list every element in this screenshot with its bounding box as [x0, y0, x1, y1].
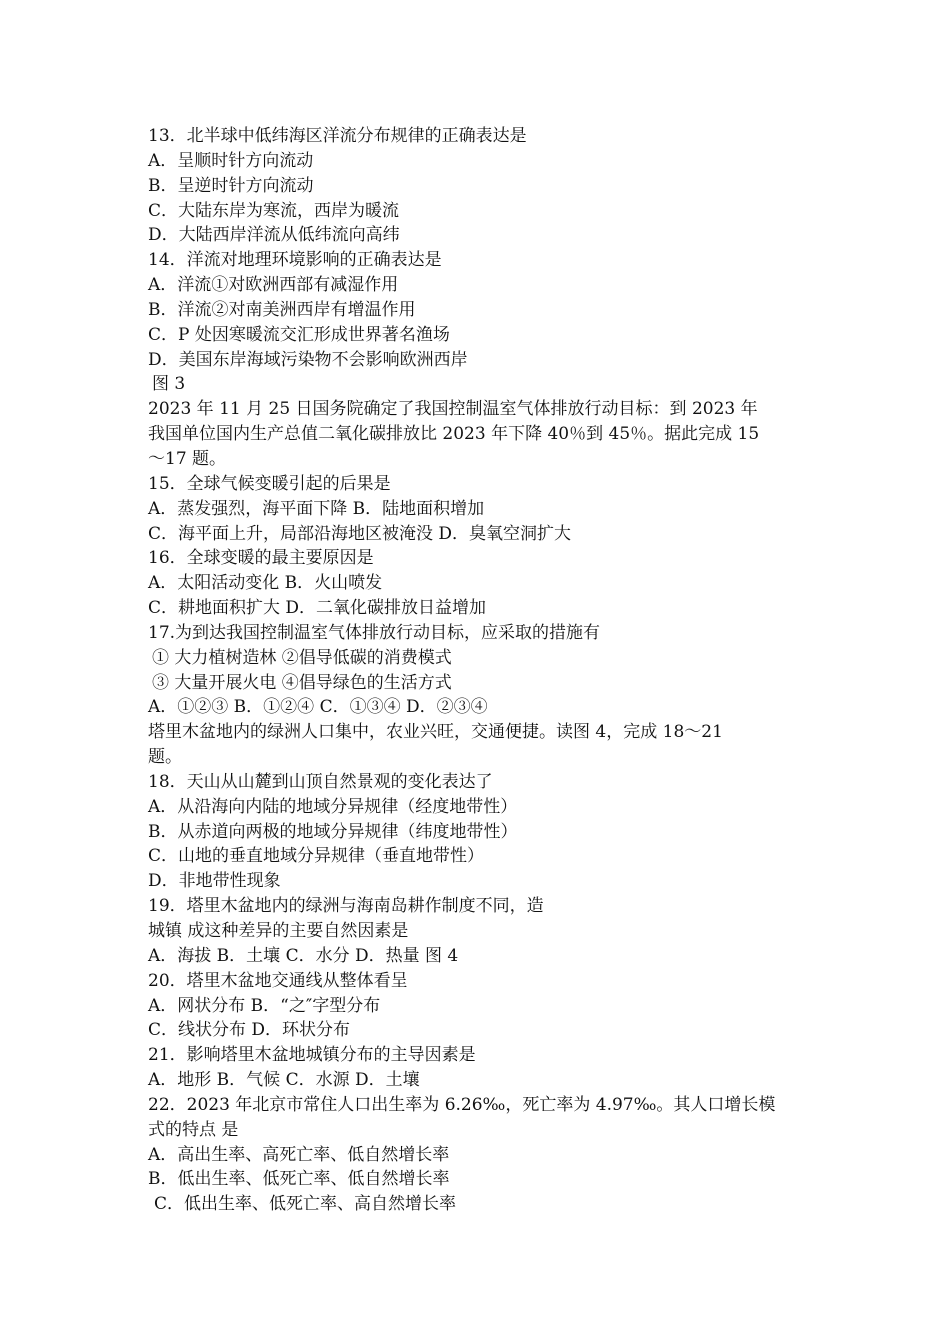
question-20-options-ab: A．网状分布 B．“之″字型分布 [148, 995, 381, 1016]
question-14-option-d: D．美国东岸海域污染物不会影响欧洲西岸 [148, 349, 468, 370]
figure-3-caption: 图 3 [152, 374, 186, 395]
question-14-stem: 14．洋流对地理环境影响的正确表达是 [148, 250, 442, 271]
question-13-option-a: A．呈顺时针方向流动 [148, 150, 314, 171]
question-17-measures-1-2: ① 大力植树造林 ②倡导低碳的消费模式 [152, 647, 452, 668]
question-16-stem: 16．全球变暖的最主要原因是 [148, 548, 374, 569]
question-15-options-cd: C．海平面上升，局部沿海地区被淹没 D．臭氧空洞扩大 [148, 523, 572, 544]
question-13-stem: 13．北半球中低纬海区洋流分布规律的正确表达是 [148, 126, 527, 146]
question-14-option-a: A．洋流①对欧洲西部有减湿作用 [148, 275, 399, 296]
question-14-option-b: B．洋流②对南美洲西岸有增温作用 [148, 299, 416, 320]
passage-18-21-line-1: 塔里木盆地内的绿洲人口集中，农业兴旺，交通便捷。读图 4，完成 18～21 [148, 722, 723, 743]
question-15-stem: 15．全球气候变暖引起的后果是 [148, 473, 391, 494]
question-13-option-d: D．大陆西岸洋流从低纬流向高纬 [148, 225, 400, 246]
question-21-options: A．地形 B．气候 C．水源 D．土壤 [148, 1070, 420, 1091]
question-20-stem: 20．塔里木盆地交通线从整体看呈 [148, 970, 408, 991]
question-18-option-c: C．山地的垂直地域分异规律（垂直地带性） [148, 846, 485, 867]
question-22-option-b: B．低出生率、低死亡率、低自然增长率 [148, 1169, 450, 1190]
question-21-stem: 21．影响塔里木盆地城镇分布的主导因素是 [148, 1045, 476, 1066]
question-22-stem-line-1: 22．2023 年北京市常住人口出生率为 6.26‰，死亡率为 4.97‰。其人口增长模 [148, 1094, 776, 1115]
question-13-option-c: C．大陆东岸为寒流，西岸为暖流 [148, 200, 400, 221]
exam-document [148, 124, 828, 1217]
question-20-options-cd: C．线状分布 D．环状分布 [148, 1020, 351, 1041]
question-18-option-b: B．从赤道向两极的地域分异规律（纬度地带性） [148, 821, 518, 842]
passage-15-17-line-2: 我国单位国内生产总值二氧化碳排放比 2023 年下降 40％到 45％。据此完成 15 [148, 424, 760, 445]
question-13-option-b: B．呈逆时针方向流动 [148, 175, 314, 196]
question-17-options: A．①②③ B．①②④ C．①③④ D．②③④ [148, 697, 488, 718]
passage-15-17-line-1: 2023 年 11 月 25 日国务院确定了我国控制温室气体排放行动目标：到 2023 年 [148, 399, 758, 420]
question-17-stem: 17.为到达我国控制温室气体排放行动目标，应采取的措施有 [148, 622, 601, 643]
question-22-option-a: A．高出生率、高死亡率、低自然增长率 [148, 1144, 450, 1165]
passage-18-21-line-2: 题。 [148, 747, 182, 768]
question-18-option-d: D．非地带性现象 [148, 871, 281, 892]
passage-15-17-line-3: ～17 题。 [148, 448, 227, 469]
question-14-option-c: C．P 处因寒暖流交汇形成世界著名渔场 [148, 324, 450, 345]
question-19-stem-line-1: 19．塔里木盆地内的绿洲与海南岛耕作制度不同，造 [148, 896, 544, 917]
question-15-options-ab: A．蒸发强烈，海平面下降 B．陆地面积增加 [148, 498, 485, 519]
question-19-stem-line-2: 城镇 成这种差异的主要自然因素是 [148, 921, 409, 941]
question-18-option-a: A．从沿海向内陆的地域分异规律（经度地带性） [148, 796, 518, 817]
question-22-option-c: C．低出生率、低死亡率、高自然增长率 [154, 1194, 457, 1215]
question-19-options: A．海拔 B．土壤 C．水分 D．热量 图 4 [148, 945, 459, 966]
question-22-stem-line-2: 式的特点 是 [148, 1119, 239, 1140]
question-17-measures-3-4: ③ 大量开展火电 ④倡导绿色的生活方式 [152, 672, 452, 693]
question-16-options-cd: C．耕地面积扩大 D．二氧化碳排放日益增加 [148, 598, 487, 619]
question-16-options-ab: A．太阳活动变化 B．火山喷发 [148, 573, 383, 594]
question-18-stem: 18．天山从山麓到山顶自然景观的变化表达了 [148, 771, 493, 792]
